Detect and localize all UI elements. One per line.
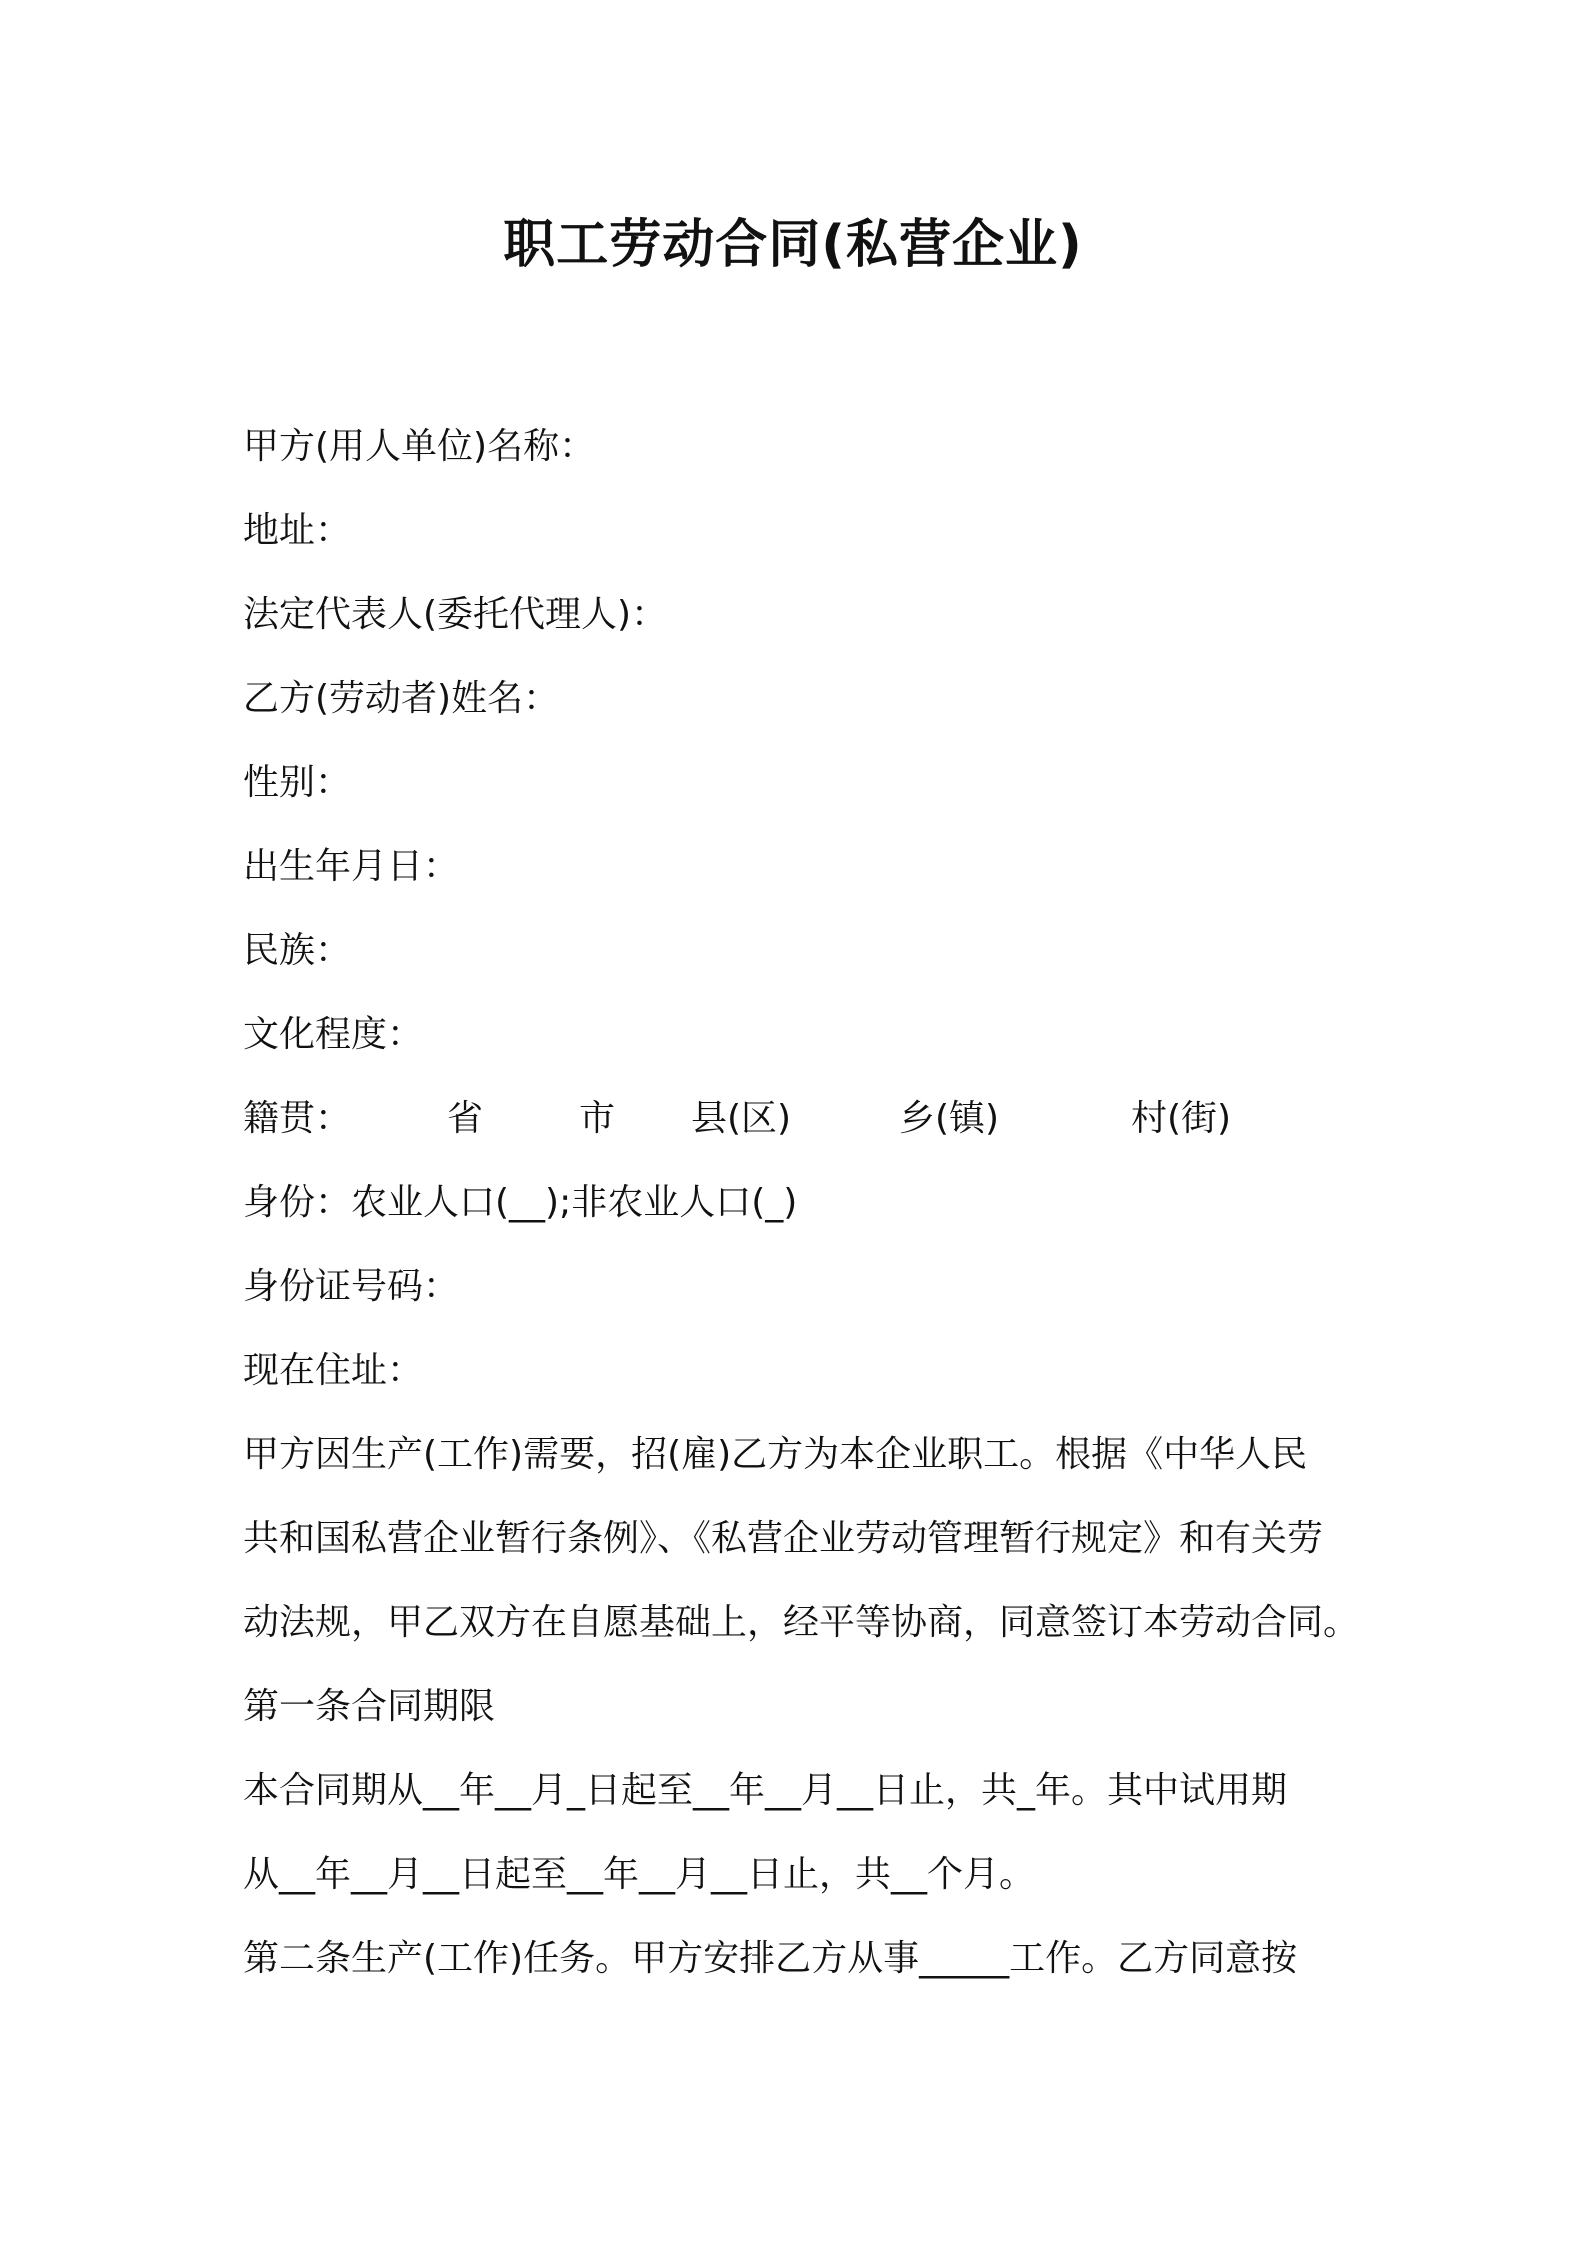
- article-1-line: 本合同期从__年__月_日起至__年__月__日止，共_年。其中试用期: [243, 1770, 1288, 1811]
- preamble-line: 甲方因生产(工作)需要，招(雇)乙方为本企业职工。根据《中华人民: [243, 1434, 1308, 1475]
- field-identity: 身份：农业人口(__);非农业人口(_): [243, 1182, 798, 1223]
- document-body: [243, 405, 1360, 2001]
- field-party-a-name: 甲方(用人单位)名称：: [243, 426, 596, 467]
- document-title: 职工劳动合同(私营企业): [503, 215, 1083, 275]
- preamble-line: 共和国私营企业暂行条例》、《私营企业劳动管理暂行规定》和有关劳: [243, 1518, 1324, 1559]
- native-place-province: 省: [447, 1098, 484, 1139]
- field-id-number: 身份证号码：: [243, 1266, 460, 1307]
- field-native-place: [243, 1077, 1353, 1161]
- field-address: 地址：: [243, 510, 352, 551]
- native-place-city: 市: [579, 1098, 616, 1139]
- native-place-county: 县(区): [691, 1098, 792, 1139]
- article-1-line: 从__年__月__日起至__年__月__日止，共__个月。: [243, 1854, 1036, 1895]
- field-gender: 性别：: [243, 762, 352, 803]
- native-place-label: 籍贯：: [243, 1098, 352, 1139]
- field-birth-date: 出生年月日：: [243, 846, 460, 887]
- preamble-line: 动法规，甲乙双方在自愿基础上，经平等协商，同意签订本劳动合同。: [243, 1602, 1360, 1643]
- field-ethnicity: 民族：: [243, 930, 352, 971]
- native-place-village: 村(街): [1131, 1098, 1232, 1139]
- field-education: 文化程度：: [243, 1014, 424, 1055]
- field-legal-representative: 法定代表人(委托代理人)：: [243, 594, 668, 635]
- field-party-b-name: 乙方(劳动者)姓名：: [243, 678, 560, 719]
- field-current-address: 现在住址：: [243, 1350, 424, 1391]
- native-place-town: 乡(镇): [899, 1098, 1000, 1139]
- article-2-line: 第二条生产(工作)任务。甲方安排乙方从事_____工作。乙方同意按: [243, 1938, 1298, 1979]
- article-1-heading: 第一条合同期限: [243, 1686, 496, 1727]
